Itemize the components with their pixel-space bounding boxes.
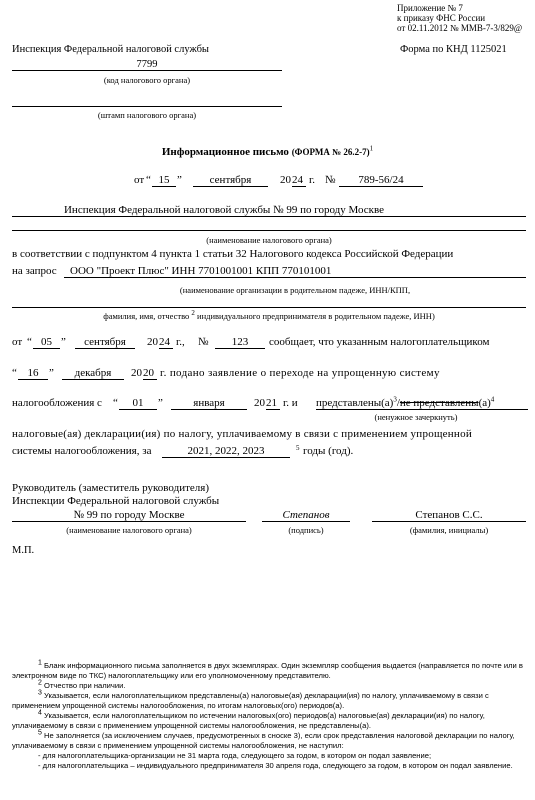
date-num-label: № <box>325 174 336 186</box>
footnotes <box>12 661 528 771</box>
fn-text-5b: - для налогоплательщика – индивидуального предпринимателя 30 апреля года, следующего за годом, в котором он подал заявление. <box>38 761 513 770</box>
code-caption: (код налогового органа) <box>103 75 191 85</box>
tax-year-suffix: г. и <box>283 397 298 409</box>
appendix-line-3: от 02.11.2012 № ММВ-7-3/829@ <box>397 23 523 33</box>
letter-number: 789-56/24 <box>339 174 423 187</box>
date-line <box>0 174 535 190</box>
fn-sup-1: 1 <box>38 659 42 667</box>
tax-quote-open: “ <box>113 397 118 409</box>
request-caption-2 <box>12 311 526 321</box>
authority-name: Инспекция Федеральной налоговой службы № 99 по городу Москве <box>12 204 526 217</box>
app-day: 16 <box>18 367 48 380</box>
strike-caption: (ненужное зачеркнуть) <box>374 412 458 422</box>
req-day: 05 <box>33 336 60 349</box>
fn-sup-5: 5 <box>38 729 42 737</box>
caption2-b: индивидуального предпринимателя в родительном падеже, ИНН) <box>197 311 435 321</box>
authority-code: 7799 <box>12 59 282 71</box>
request-caption-1: (наименование организации в родительном падеже, ИНН/КПП, <box>179 285 411 295</box>
fn-sup-2: 2 <box>38 679 42 687</box>
tax-from-line <box>0 397 535 413</box>
signature-caption: (подпись) <box>288 525 324 535</box>
date-year: 24 <box>292 174 306 187</box>
req-num-label: № <box>198 336 209 348</box>
req-tail: сообщает, что указанным налогоплательщиком <box>269 336 490 348</box>
title-form: (ФОРМА № 26.2-7) <box>291 147 370 157</box>
tax-year: 21 <box>266 397 280 410</box>
date-ot: от <box>134 174 145 186</box>
stamp-caption: (штамп налогового органа) <box>97 110 197 120</box>
request-label: на запрос <box>12 265 57 277</box>
status-submitted: представлены(а) <box>316 397 394 409</box>
tax-quote-close: ” <box>158 397 163 409</box>
status-slash: / <box>396 397 400 409</box>
signer-org-caption: (наименование налогового органа) <box>66 525 192 535</box>
footnote-2 <box>12 681 528 691</box>
app-quote-open: “ <box>12 367 17 379</box>
fn-text-5: Не заполняется (за исключением случаев, предусмотренных в сноске 3), если срок представления налоговой декларации по налогу, уплачиваемому в связи с применением упрощенной системы налогообложения, не наступил: <box>12 731 515 750</box>
form-code: Форма по КНД 1125021 <box>400 44 507 55</box>
legal-basis: в соответствии с подпунктом 4 пункта 1 статьи 32 Налогового кодекса Российской Федерации <box>12 248 454 260</box>
tax-from-label: налогообложения с <box>12 397 102 409</box>
req-month: сентября <box>75 336 135 349</box>
authority-name-line <box>12 204 526 218</box>
app-quote-close: ” <box>49 367 54 379</box>
request-line-2 <box>12 307 526 308</box>
authority-title: Инспекция Федеральной налоговой службы <box>12 44 209 55</box>
req-quote-open: “ <box>27 336 32 348</box>
decl-prefix: системы налогообложения, за <box>12 445 152 457</box>
date-month: сентября <box>193 174 268 187</box>
appendix-line-2: к приказу ФНС России <box>397 13 486 23</box>
sup-4: 4 <box>490 395 495 404</box>
declaration-line-1: налоговые(ая) декларации(ия) по налогу, уплачиваемому в связи с применением упрощенной <box>12 428 472 440</box>
footnote-4 <box>12 711 528 731</box>
req-year-prefix: 20 <box>147 336 158 348</box>
authority-caption: (наименование налогового органа) <box>206 235 332 245</box>
footnote-3 <box>12 691 528 711</box>
date-year-suffix: г. <box>309 174 316 186</box>
fn-sup-3: 3 <box>38 689 42 697</box>
sup-3: 3 <box>393 395 397 404</box>
signer-title-1: Руководитель (заместитель руководителя) <box>12 482 209 494</box>
date-quote-open: “ <box>146 174 151 186</box>
submission-status <box>316 397 528 410</box>
appendix-note <box>397 3 533 33</box>
signer-name: Степанов С.С. <box>372 509 526 522</box>
req-year: 24 <box>159 336 173 349</box>
tax-month: января <box>171 397 247 410</box>
footnote-5a <box>12 751 528 761</box>
title-text: Информационное письмо <box>161 146 289 158</box>
fn-sup-4: 4 <box>38 709 42 717</box>
appendix-line-1: Приложение № 7 <box>397 3 463 13</box>
caption2-a: фамилия, имя, отчество <box>103 311 190 321</box>
signature: Степанов <box>262 509 350 522</box>
signer-title-3: № 99 по городу Москве <box>12 509 246 522</box>
declaration-line-2: системы налогообложения, за 2021, 2022, 2023 5 годы (год). <box>12 444 354 457</box>
app-year: 20 <box>143 367 157 380</box>
authority-line-2 <box>12 230 526 231</box>
request-org: ООО "Проект Плюс" ИНН 7701001001 КПП 770101001 <box>64 265 526 278</box>
status-a: (а) <box>478 397 491 409</box>
app-tail: г. подано заявление о переходе на упрощенную систему <box>160 367 440 379</box>
date-day: 15 <box>152 174 176 187</box>
footnote-1 <box>12 661 528 681</box>
seal-place: М.П. <box>12 545 35 556</box>
declaration-years: 2021, 2022, 2023 <box>162 445 290 458</box>
app-year-prefix: 20 <box>131 367 142 379</box>
fn-text-4: Указывается, если налогоплательщиком по истечении налоговых(ого) периодов(а) налоговые(ая) декларации(ия) по налогу, уплачиваемому в связи с применением упрощенной системы налогообложения, не представлены(а). <box>12 711 485 730</box>
status-not-submitted: не представлены <box>399 397 479 409</box>
footnote-5b <box>12 761 528 771</box>
footnote-5 <box>12 731 528 751</box>
fn-text-3: Указывается, если налогоплательщиком представлены(а) налоговые(ая) декларации(ия) по налогу, уплачиваемому в связи с применением упрощенной системы налогообложения, по итогам налоговых(ого) периодов(а). <box>12 691 489 710</box>
request-date-line <box>0 336 535 352</box>
req-ot: от <box>12 336 23 348</box>
decl-suffix: годы (год). <box>303 445 354 457</box>
application-date-line <box>0 367 535 383</box>
fn-text-1: Бланк информационного письма заполняется в двух экземплярах. Один экземпляр сообщения выдается (направляется по почте или в электронном виде по ТКС) налогоплательщику или его уполномоченному представителю. <box>12 661 523 680</box>
req-number: 123 <box>215 336 265 349</box>
req-quote-close: ” <box>61 336 66 348</box>
tax-year-prefix: 20 <box>254 397 265 409</box>
date-year-prefix: 20 <box>280 174 291 186</box>
fn-text-2: Отчество при наличии. <box>44 681 126 690</box>
caption2-sup: 2 <box>191 309 195 318</box>
stamp-line <box>12 106 282 107</box>
tax-day: 01 <box>119 397 157 410</box>
letter-title <box>0 146 535 158</box>
fn-text-5a: - для налогоплательщика-организации не 31 марта года, следующего за годом, в котором он подал заявление; <box>38 751 432 760</box>
req-year-suffix: г., <box>176 336 185 348</box>
title-sup: 1 <box>369 144 374 153</box>
app-month: декабря <box>62 367 124 380</box>
date-quote-close: ” <box>177 174 182 186</box>
signer-title-2: Инспекции Федеральной налоговой службы <box>12 495 220 507</box>
signer-name-caption: (фамилия, инициалы) <box>409 525 489 535</box>
